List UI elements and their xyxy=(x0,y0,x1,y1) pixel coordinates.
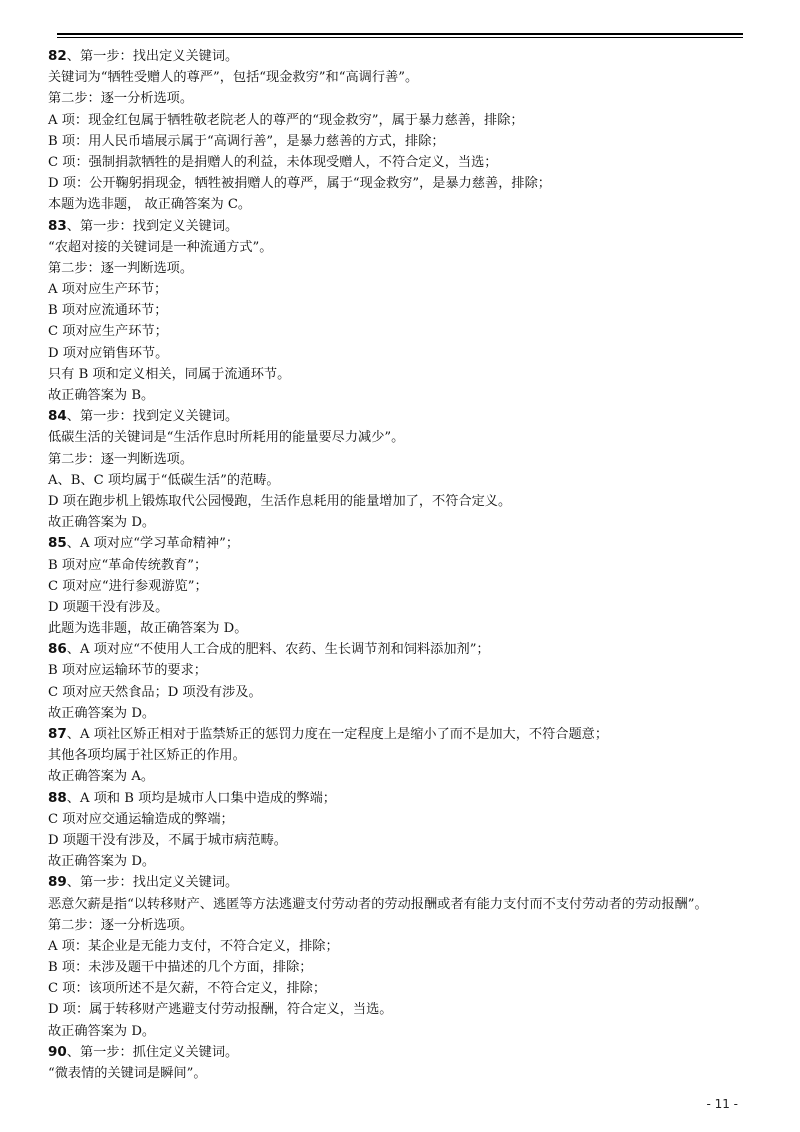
line-text: D 项对应销售环节。 xyxy=(48,345,169,361)
line-text: 、A 项和 B 项均是城市人口集中造成的弊端； xyxy=(66,790,336,806)
text-line xyxy=(48,978,768,999)
text-line xyxy=(48,110,768,131)
text-line xyxy=(48,152,768,173)
line-text: 其他各项均属于社区矫正的作用。 xyxy=(48,748,246,764)
line-text: C 项对应交通运输造成的弊端； xyxy=(48,811,234,827)
line-text: 故正确答案为 A。 xyxy=(48,769,155,785)
question-heading-line xyxy=(48,1042,768,1063)
text-line xyxy=(48,343,768,364)
text-line xyxy=(48,682,768,703)
text-line xyxy=(48,364,768,385)
text-line xyxy=(48,957,768,978)
question-number: 85 xyxy=(48,535,67,552)
question-heading-line xyxy=(48,639,768,660)
line-text: 本题为选非题， 故正确答案为 C。 xyxy=(48,197,252,213)
text-line xyxy=(48,237,768,258)
line-text: B 项：用人民币墙展示属于“高调行善”，是暴力慈善的方式，排除； xyxy=(48,133,445,149)
question-heading-line xyxy=(48,46,768,67)
line-text: B 项对应运输环节的要求； xyxy=(48,663,207,679)
text-line xyxy=(48,279,768,300)
line-text: C 项对应生产环节； xyxy=(48,324,168,340)
line-text: A、B、C 项均属于“低碳生活”的范畴。 xyxy=(48,472,280,488)
line-text: 、第一步：找出定义关键词。 xyxy=(66,875,239,891)
question-number: 89 xyxy=(48,874,67,891)
question-heading-line xyxy=(48,724,768,745)
text-line xyxy=(48,173,768,194)
text-line xyxy=(48,703,768,724)
text-line xyxy=(48,915,768,936)
text-line xyxy=(48,194,768,215)
text-line xyxy=(48,576,768,597)
text-line xyxy=(48,385,768,406)
text-line xyxy=(48,660,768,681)
text-line xyxy=(48,88,768,109)
line-text: “农超对接的关键词是一种流通方式”。 xyxy=(48,239,273,255)
line-text: 恶意欠薪是指“以转移财产、逃匿等方法逃避支付劳动者的劳动报酬或者有能力支付而不支付劳动者的劳动报酬”。 xyxy=(48,896,708,912)
line-text: D 项题干没有涉及，不属于城市病范畴。 xyxy=(48,832,287,848)
text-line xyxy=(48,745,768,766)
text-line xyxy=(48,555,768,576)
line-text: 此题为选非题，故正确答案为 D。 xyxy=(48,621,248,637)
line-text: 、第一步：找出定义关键词。 xyxy=(66,49,239,64)
question-heading-line xyxy=(48,216,768,237)
line-text: C 项：强制捐款牺牲的是捐赠人的利益，未体现受赠人，不符合定义，当选； xyxy=(48,154,498,170)
line-text: C 项对应天然食品；D 项没有涉及。 xyxy=(48,684,262,700)
line-text: C 项：该项所述不是欠薪，不符合定义，排除； xyxy=(48,981,327,997)
text-line xyxy=(48,894,768,915)
text-line xyxy=(48,936,768,957)
line-text: 第二步：逐一分析选项。 xyxy=(48,917,194,933)
line-text: 故正确答案为 B。 xyxy=(48,388,155,403)
text-line xyxy=(48,427,768,448)
page-number: - 11 - xyxy=(706,1097,738,1111)
text-line xyxy=(48,300,768,321)
line-text: D 项：公开鞠躬捐现金，牺牲被捐赠人的尊严，属于“现金救穷”，是暴力慈善，排除； xyxy=(48,176,551,192)
line-text: B 项对应“革命传统教育”； xyxy=(48,557,208,573)
text-line xyxy=(48,449,768,470)
text-line xyxy=(48,512,768,533)
question-number: 90 xyxy=(48,1043,67,1060)
line-text: B 项：未涉及题干中描述的几个方面，排除； xyxy=(48,960,313,976)
line-text: A 项：某企业是无能力支付，不符合定义，排除； xyxy=(48,938,339,954)
text-line xyxy=(48,999,768,1020)
text-line xyxy=(48,851,768,872)
line-text: 故正确答案为 D。 xyxy=(48,705,156,721)
line-text: “微表情的关键词是瞬间”。 xyxy=(48,1066,207,1081)
text-line xyxy=(48,131,768,152)
text-line xyxy=(48,491,768,512)
line-text: 、A 项对应“不使用人工合成的肥料、农药、生长调节剂和饲料添加剂”； xyxy=(66,642,490,658)
line-text: D 项在跑步机上锻炼取代公园慢跑，生活作息耗用的能量增加了，不符合定义。 xyxy=(48,493,512,509)
text-line xyxy=(48,809,768,830)
line-text: 关键词为“牺牲受赠人的尊严”，包括“现金救穷”和“高调行善”。 xyxy=(48,70,419,86)
text-line xyxy=(48,258,768,279)
question-number: 87 xyxy=(48,726,67,742)
question-number: 88 xyxy=(48,789,67,806)
text-line xyxy=(48,1063,768,1084)
text-line xyxy=(48,830,768,851)
question-heading-line xyxy=(48,406,768,427)
text-line xyxy=(48,67,768,88)
line-text: 故正确答案为 D。 xyxy=(48,854,156,870)
line-text: 低碳生活的关键词是“生活作息时所耗用的能量要尽力减少”。 xyxy=(48,430,405,446)
question-number: 83 xyxy=(48,217,67,234)
line-text: A 项对应生产环节； xyxy=(48,282,168,298)
line-text: 故正确答案为 D。 xyxy=(48,1023,156,1039)
line-text: B 项对应流通环节； xyxy=(48,303,168,319)
text-line xyxy=(48,618,768,639)
line-text: A 项：现金红包属于牺牲敬老院老人的尊严的“现金救穷”，属于暴力慈善，排除； xyxy=(48,112,524,128)
line-text: D 项题干没有涉及。 xyxy=(48,599,169,615)
text-line xyxy=(48,470,768,491)
line-text: 第二步：逐一分析选项。 xyxy=(48,91,194,107)
question-number: 84 xyxy=(48,408,67,425)
line-text: D 项：属于转移财产逃避支付劳动报酬，符合定义，当选。 xyxy=(48,1002,393,1018)
text-line xyxy=(48,321,768,342)
question-heading-line xyxy=(48,872,768,893)
header-rule-thin xyxy=(57,37,743,38)
header-rule-thick xyxy=(57,33,743,35)
line-text: 、第一步：找到定义关键词。 xyxy=(66,218,239,234)
line-text: 、第一步：抓住定义关键词。 xyxy=(66,1044,239,1060)
question-number: 82 xyxy=(48,48,67,64)
line-text: 第二步：逐一判断选项。 xyxy=(48,260,194,276)
question-heading-line xyxy=(48,533,768,554)
text-line xyxy=(48,766,768,787)
answer-explanations xyxy=(48,46,768,1084)
line-text: C 项对应“进行参观游览”； xyxy=(48,578,208,594)
line-text: 只有 B 项和定义相关，同属于流通环节。 xyxy=(48,366,291,382)
line-text: 、第一步：找到定义关键词。 xyxy=(66,409,239,425)
line-text: 故正确答案为 D。 xyxy=(48,515,156,531)
line-text: 第二步：逐一判断选项。 xyxy=(48,451,194,467)
text-line xyxy=(48,597,768,618)
line-text: 、A 项对应“学习革命精神”； xyxy=(66,536,240,552)
line-text: 、A 项社区矫正相对于监禁矫正的惩罚力度在一定程度上是缩小了而不是加大，不符合题意； xyxy=(66,727,609,742)
question-number: 86 xyxy=(48,641,67,658)
question-heading-line xyxy=(48,788,768,809)
text-line xyxy=(48,1021,768,1042)
